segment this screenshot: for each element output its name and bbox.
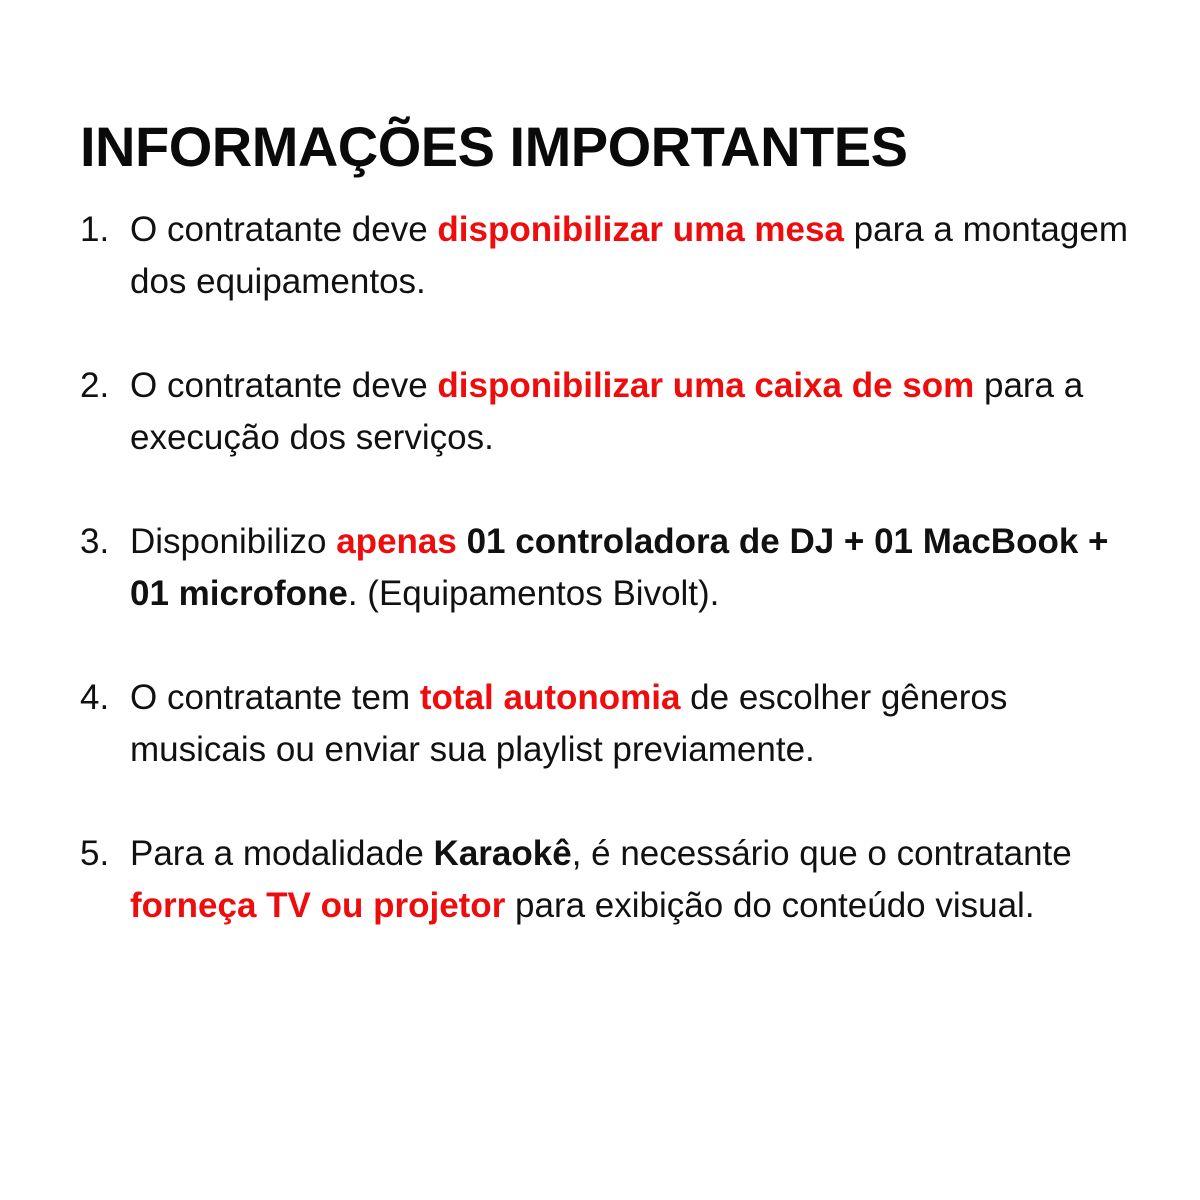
list-item-5 [80,828,1140,932]
highlight-text: disponibilizar uma caixa de som [437,366,975,405]
list-item-2 [80,360,1140,464]
item-text: para a montagem dos equipamentos. [130,210,1128,301]
item-text: de escolher gêneros musicais ou enviar sua playlist previamente. [130,678,1008,769]
item-text: Disponibilizo [130,522,337,561]
item-text: para exibição do conteúdo visual. [505,886,1035,925]
item-number: 5. [80,834,110,873]
item-text: O contratante tem [130,678,420,717]
highlight-text: apenas [336,522,457,561]
item-text: . (Equipamentos Bivolt). [347,574,720,613]
item-text: Para a modalidade [130,834,434,873]
item-number: 1. [80,210,110,249]
highlight-text: disponibilizar uma mesa [437,210,844,249]
item-number: 3. [80,522,110,561]
item-number: 4. [80,678,110,717]
list-item-4 [80,672,1140,776]
item-text: O contratante deve [130,366,438,405]
page-title: INFORMAÇÕES IMPORTANTES [80,115,908,178]
bold-text: 01 controladora de DJ + 01 MacBook + 01 microfone [130,522,1109,613]
item-number: 2. [80,366,110,405]
highlight-text: total autonomia [419,678,681,717]
item-text [457,522,467,561]
item-text: para a execução dos serviços. [130,366,1084,457]
list-item-1 [80,204,1140,308]
item-text: , é necessário que o contratante [571,834,1072,873]
item-text: O contratante deve [130,210,438,249]
highlight-text: forneça TV ou projetor [130,886,506,925]
info-list [80,204,1140,932]
bold-text: Karaokê [433,834,572,873]
list-item-3 [80,516,1140,620]
info-page [80,112,1140,984]
